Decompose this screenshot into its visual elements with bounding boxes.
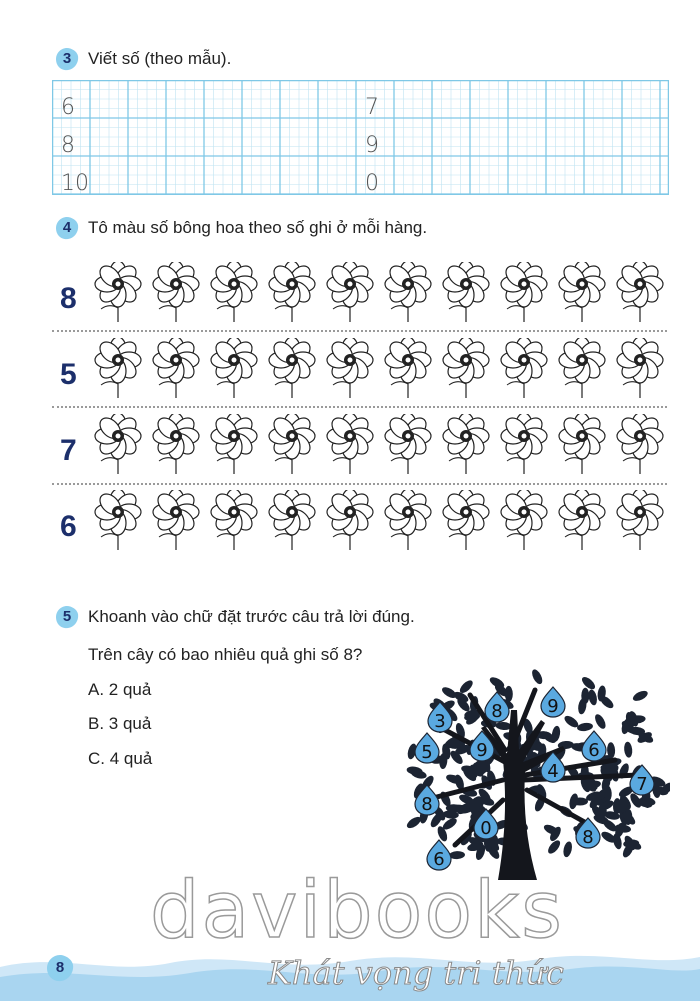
flower-icon[interactable] <box>557 338 607 400</box>
grid-number-right-2: 9 <box>365 133 379 158</box>
fruit-number: 9 <box>547 696 559 717</box>
fruit-number: 3 <box>434 711 446 732</box>
question-3-number: 3 <box>62 50 72 67</box>
flower-icon[interactable] <box>499 490 549 552</box>
flower-icon[interactable] <box>325 338 375 400</box>
answer-b[interactable]: B. 3 quả <box>88 714 152 733</box>
question-4-title: Tô màu số bông hoa theo số ghi ở mỗi hàng. <box>88 218 428 237</box>
flower-icon[interactable] <box>557 414 607 476</box>
fruit-number: 6 <box>433 849 445 870</box>
flower-icon[interactable] <box>325 490 375 552</box>
flower-icon[interactable] <box>93 414 143 476</box>
fruit[interactable] <box>541 687 565 717</box>
question-3-title: Viết số (theo mẫu). <box>88 49 232 68</box>
flower-row-2-number: 5 <box>60 358 77 391</box>
flower-icon[interactable] <box>557 262 607 324</box>
flower-icon[interactable] <box>93 338 143 400</box>
flower-row-4-number: 6 <box>60 510 77 543</box>
page-number: 8 <box>55 959 65 976</box>
watermark: davibooks <box>150 866 564 956</box>
flower-icon[interactable] <box>557 490 607 552</box>
question-5-prompt: Trên cây có bao nhiêu quả ghi số 8? <box>88 645 363 664</box>
fruit-number: 8 <box>491 701 503 722</box>
fruit-number: 4 <box>547 761 559 782</box>
grid-number-right-1: 7 <box>365 95 379 120</box>
tree-illustration <box>385 650 670 890</box>
fruit-number: 8 <box>421 794 433 815</box>
question-4-number: 4 <box>62 219 72 236</box>
fruit[interactable] <box>415 733 439 763</box>
question-5-number: 5 <box>62 608 72 625</box>
flower-icon[interactable] <box>209 414 259 476</box>
fruit-number: 0 <box>480 818 492 839</box>
flower-icon[interactable] <box>499 414 549 476</box>
question-5-title: Khoanh vào chữ đặt trước câu trả lời đúng. <box>88 607 415 626</box>
row-divider <box>52 483 667 485</box>
flower-icon[interactable] <box>151 414 201 476</box>
fruit-number: 8 <box>582 827 594 848</box>
flower-icon[interactable] <box>209 262 259 324</box>
grid-number-right-3: 0 <box>365 171 379 196</box>
flower-icon[interactable] <box>441 262 491 324</box>
page-number-badge <box>46 954 74 982</box>
grid-number-left-3: 10 <box>61 171 89 196</box>
flower-icon[interactable] <box>615 262 665 324</box>
flower-icon[interactable] <box>615 414 665 476</box>
grid-lines <box>52 80 669 195</box>
flower-icon[interactable] <box>441 414 491 476</box>
flower-icon[interactable] <box>209 338 259 400</box>
fruit[interactable] <box>630 765 654 795</box>
flower-icon[interactable] <box>499 262 549 324</box>
flower-icon[interactable] <box>499 338 549 400</box>
fruit-number: 5 <box>421 742 433 763</box>
flower-icon[interactable] <box>325 262 375 324</box>
grid-number-left-1: 6 <box>61 95 75 120</box>
flower-icon[interactable] <box>441 490 491 552</box>
flower-icon[interactable] <box>267 262 317 324</box>
slogan: Khát vọng tri thức <box>268 954 564 992</box>
flower-row-1-number: 8 <box>60 282 77 315</box>
flower-icon[interactable] <box>93 262 143 324</box>
flower-icon[interactable] <box>151 262 201 324</box>
question-3-badge <box>55 47 79 71</box>
flower-icon[interactable] <box>267 338 317 400</box>
fruit-number: 7 <box>636 774 648 795</box>
flower-icon[interactable] <box>267 414 317 476</box>
flower-icon[interactable] <box>151 338 201 400</box>
flower-icon[interactable] <box>151 490 201 552</box>
flower-icon[interactable] <box>615 490 665 552</box>
row-divider <box>52 406 667 408</box>
flower-icon[interactable] <box>383 338 433 400</box>
answer-c[interactable]: C. 4 quả <box>88 749 153 768</box>
fruit-number: 6 <box>588 740 600 761</box>
answer-a[interactable]: A. 2 quả <box>88 680 152 699</box>
flower-icon[interactable] <box>383 262 433 324</box>
flower-icon[interactable] <box>325 414 375 476</box>
question-4-badge <box>55 216 79 240</box>
flower-icon[interactable] <box>383 490 433 552</box>
row-divider <box>52 330 667 332</box>
flower-icon[interactable] <box>209 490 259 552</box>
flower-icon[interactable] <box>93 490 143 552</box>
flower-icon[interactable] <box>383 414 433 476</box>
question-5-badge <box>55 605 79 629</box>
flower-icon[interactable] <box>267 490 317 552</box>
fruit[interactable] <box>582 731 606 761</box>
grid-number-left-2: 8 <box>61 133 75 158</box>
flower-icon[interactable] <box>441 338 491 400</box>
flower-icon[interactable] <box>615 338 665 400</box>
fruit-number: 9 <box>476 740 488 761</box>
flower-row-3-number: 7 <box>60 434 77 467</box>
writing-grid[interactable] <box>52 80 669 195</box>
